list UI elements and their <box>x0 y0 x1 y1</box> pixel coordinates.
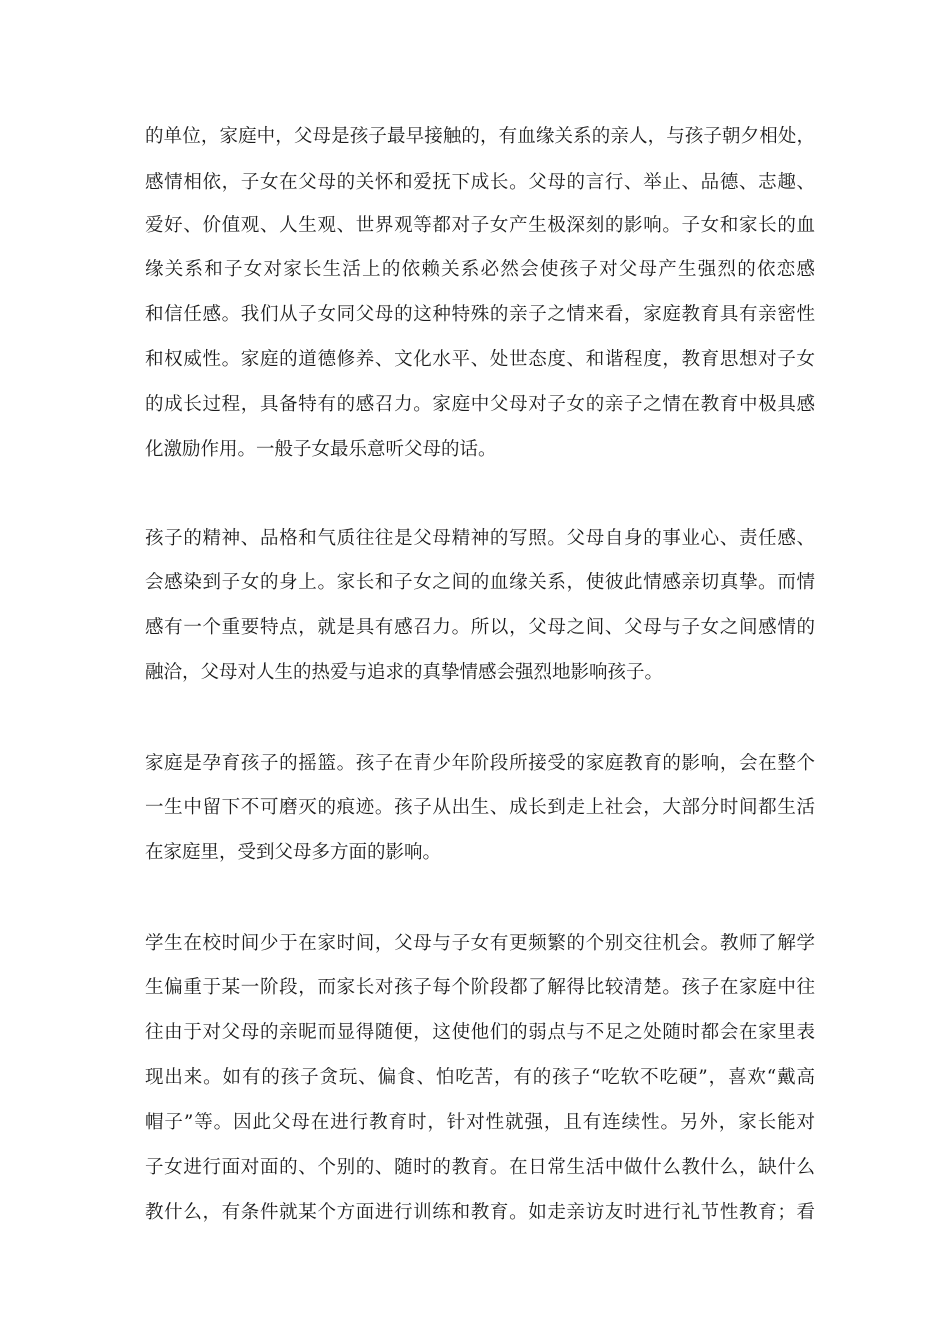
paragraph-4-line-7: 教什么，有条件就某个方面进行训练和教育。如走亲访友时进行礼节性教育；看 <box>145 1202 815 1223</box>
paragraph-4-line-3: 往由于对父母的亲昵而显得随便，这使他们的弱点与不足之处随时都会在家里表 <box>145 1022 815 1043</box>
paragraph-1-line-8: 化激励作用。一般子女最乐意听父母的话。 <box>145 439 497 460</box>
paragraph-4-line-1: 学生在校时间少于在家时间，父母与子女有更频繁的个别交往机会。教师了解学 <box>145 933 815 954</box>
paragraph-1-line-4: 缘关系和子女对家长生活上的依赖关系必然会使孩子对父母产生强烈的依恋感 <box>145 259 815 280</box>
paragraph-3-line-2: 一生中留下不可磨灭的痕迹。孩子从出生、成长到走上社会，大部分时间都生活 <box>145 797 815 818</box>
paragraph-1-line-1: 的单位，家庭中，父母是孩子最早接触的，有血缘关系的亲人，与孩子朝夕相处， <box>145 126 815 147</box>
paragraph-1-line-5: 和信任感。我们从子女同父母的这种特殊的亲子之情来看，家庭教育具有亲密性 <box>145 304 815 325</box>
paragraph-1-line-3: 爱好、价值观、人生观、世界观等都对子女产生极深刻的影响。子女和家长的血 <box>145 215 815 236</box>
paragraph-1-line-2: 感情相依，子女在父母的关怀和爱抚下成长。父母的言行、举止、品德、志趣、 <box>145 172 815 193</box>
paragraph-3-line-3: 在家庭里，受到父母多方面的影响。 <box>145 842 442 863</box>
paragraph-2-line-3: 感有一个重要特点，就是具有感召力。所以，父母之间、父母与子女之间感情的 <box>145 617 815 638</box>
paragraph-1-line-6: 和权威性。家庭的道德修养、文化水平、处世态度、和谐程度，教育思想对子女 <box>145 349 815 370</box>
paragraph-2-line-2: 会感染到子女的身上。家长和子女之间的血缘关系，使彼此情感亲切真挚。而情 <box>145 572 815 593</box>
paragraph-2-line-1: 孩子的精神、品格和气质往往是父母精神的写照。父母自身的事业心、责任感、 <box>145 528 815 549</box>
paragraph-4-line-2: 生偏重于某一阶段，而家长对孩子每个阶段都了解得比较清楚。孩子在家庭中往 <box>145 977 815 998</box>
paragraph-4-line-6: 子女进行面对面的、个别的、随时的教育。在日常生活中做什么教什么，缺什么 <box>145 1157 815 1178</box>
paragraph-4-line-4: 现出来。如有的孩子贪玩、偏食、怕吃苦，有的孩子“吃软不吃硬”，喜欢“戴高 <box>145 1067 815 1088</box>
paragraph-2-line-4: 融洽，父母对人生的热爱与追求的真挚情感会强烈地影响孩子。 <box>145 662 664 683</box>
paragraph-1-line-7: 的成长过程，具备特有的感召力。家庭中父母对子女的亲子之情在教育中极具感 <box>145 394 815 415</box>
paragraph-3-line-1: 家庭是孕育孩子的摇篮。孩子在青少年阶段所接受的家庭教育的影响，会在整个 <box>145 753 815 774</box>
paragraph-4-line-5: 帽子”等。因此父母在进行教育时，针对性就强，且有连续性。另外，家长能对 <box>145 1112 815 1133</box>
